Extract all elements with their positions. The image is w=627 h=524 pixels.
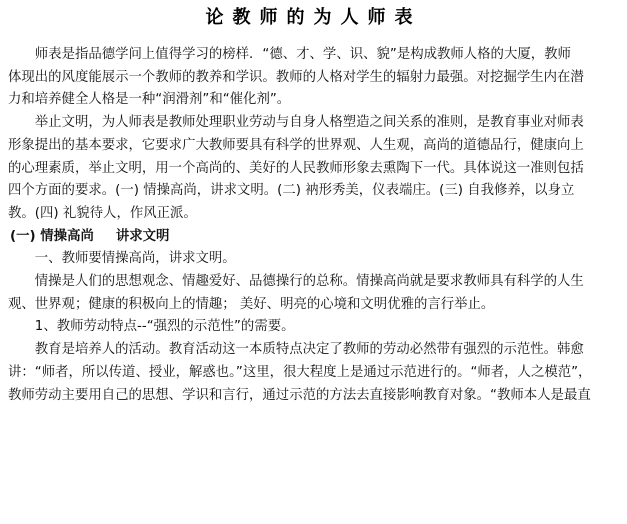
paragraph-intro: [8, 44, 616, 112]
text-line: 师表是指品德学问上值得学习的榜样．“德、才、学、识、貌”是构成教师人格的大厦，教师: [34, 47, 571, 62]
text-line: 体现出的风度能展示一个教师的教养和学识。教师的人格对学生的辐射力最强。对挖掘学生内在潜: [8, 69, 584, 85]
document-body: [8, 44, 616, 407]
text-line: 观、世界观；健康的积极向上的情趣； 美好、明亮的心境和文明优雅的言行举止。: [8, 296, 495, 312]
section-heading-number: (一) 情操高尚: [10, 228, 94, 244]
text-line: 讲：“师者，所以传道、授业，解惑也。”这里，很大程度上是通过示范进行的。“师者，人之模范”，: [8, 364, 592, 380]
text-line: 教师劳动主要用自己的思想、学识和言行，通过示范的方法去直接影响教育对象。“教师本人是最直: [8, 387, 591, 403]
text-line: 举止文明，为人师表是教师处理职业劳动与自身人格塑造之间关系的准则，是教育事业对师表: [34, 115, 584, 131]
text-line: 1、教师劳动特点--“强烈的示范性”的需要。: [34, 319, 295, 335]
paragraph-subheading: [8, 248, 616, 271]
text-line: 力和培养健全人格是一种“润滑剂”和“催化剂”。: [8, 92, 291, 108]
text-line: 教。(四) 礼貌待人，作风正派。: [8, 205, 197, 221]
text-line: 教育是培养人的活动。教育活动这一本质特点决定了教师的劳动必然带有强烈的示范性。韩愈: [34, 342, 584, 358]
text-line: 形象提出的基本要求，它要求广大教师要具有科学的世界观、人生观，高尚的道德品行，健康向上: [8, 137, 584, 153]
text-line: 一、教师要情操高尚，讲求文明。: [34, 251, 236, 267]
section-heading-text: 讲求文明: [115, 228, 170, 244]
document-title: 论教师的为人师表: [205, 7, 422, 28]
paragraph-principles: [8, 112, 616, 226]
text-line: 的心理素质，举止文明，用一个高尚的、美好的人民教师形象去熏陶下一代。具体说这一准则包括: [8, 160, 584, 176]
text-line: 四个方面的要求。(一) 情操高尚，讲求文明。(二) 衲形秀美，仪表端庄。(三) 自我修养，以身立: [8, 183, 575, 199]
paragraph-point-1: [8, 316, 616, 339]
paragraph-sentiment: [8, 271, 616, 316]
section-heading: [8, 226, 616, 249]
paragraph-education: [8, 339, 616, 407]
text-line: 情操是人们的思想观念、情趣爱好、品德操行的总称。情操高尚就是要求教师具有科学的人生: [34, 274, 584, 290]
